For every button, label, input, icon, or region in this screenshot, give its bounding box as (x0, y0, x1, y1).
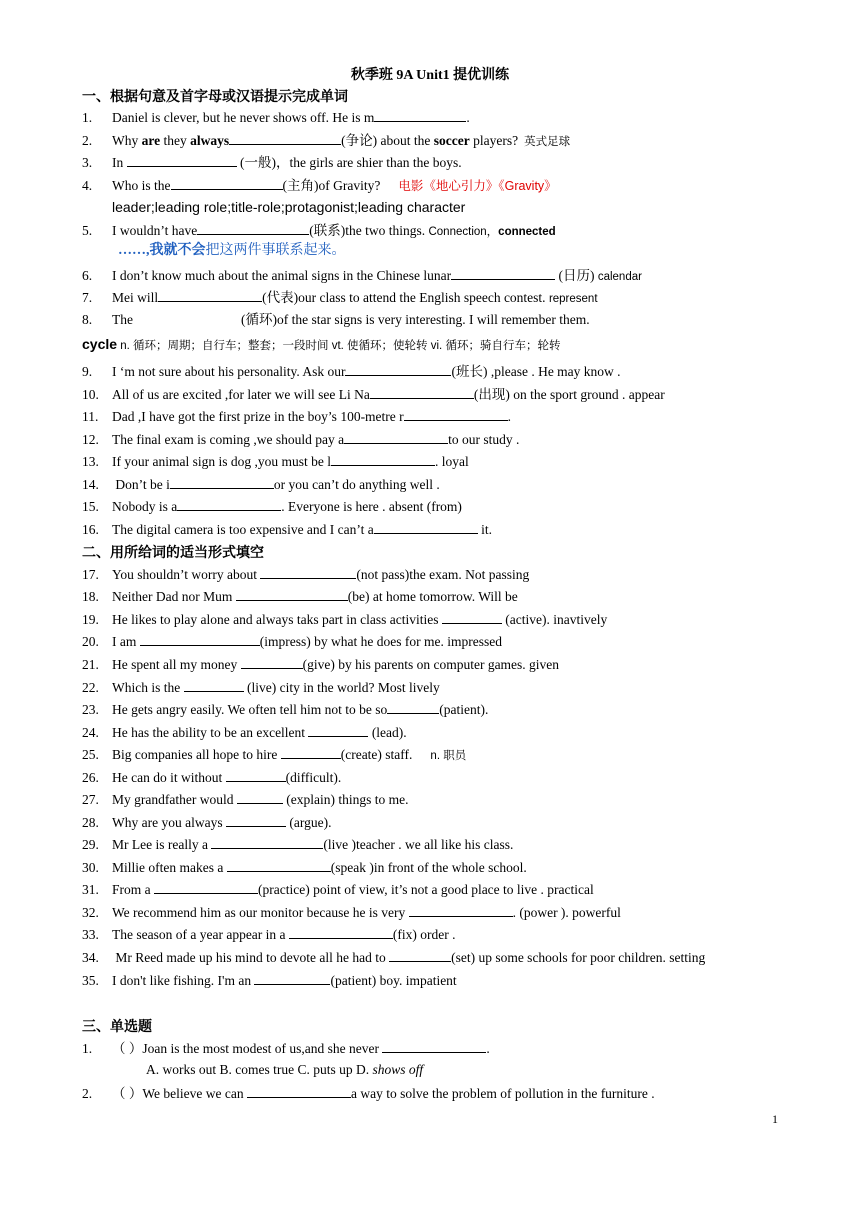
answer-blank[interactable] (184, 678, 244, 692)
section-1-heading: 一、根据句意及首字母或汉语提示完成单词 (82, 90, 348, 105)
answer-blank[interactable] (227, 858, 331, 872)
mc-question-2: 2. （ ）We believe we can a way to solve the problem of pollution in the furniture . (82, 1086, 655, 1101)
answer-blank[interactable] (374, 108, 466, 122)
question-25: 25. Big companies all hope to hire (create) staff. n. 职员 (82, 747, 467, 762)
question-11: 11. Dad ,I have got the first prize in the boy’s 100-metre r . (82, 409, 512, 424)
question-33: 33. The season of a year appear in a (fix) order . (82, 927, 456, 942)
section-3-heading: 三、单选题 (82, 1020, 152, 1035)
answer-blank[interactable] (226, 768, 286, 782)
answer-blank[interactable] (404, 407, 508, 421)
answer-blank[interactable] (409, 903, 513, 917)
question-30: 30. Millie often makes a (speak )in front of the whole school. (82, 860, 527, 875)
answer-blank[interactable] (345, 362, 451, 376)
answer-blank[interactable] (241, 655, 303, 669)
answer-blank[interactable] (281, 745, 341, 759)
question-35: 35. I don't like fishing. I'm an (patient) boy. impatient (82, 973, 457, 988)
hint-note: 电影《地心引力》《Gravity》 (398, 179, 557, 193)
question-24: 24. He has the ability to be an excellent (lead). (82, 725, 407, 740)
answer-blank[interactable] (197, 221, 309, 235)
question-32: 32. We recommend him as our monitor because he is very . (power ). powerful (82, 905, 621, 920)
answer-blank[interactable] (254, 971, 330, 985)
hint-note: 英式足球 (524, 136, 571, 148)
question-13: 13. If your animal sign is dog ,you must be l . loyal (82, 454, 469, 469)
question-23: 23. He gets angry easily. We often tell him not to be so (patient). (82, 702, 489, 717)
question-16: 16. The digital camera is too expensive and I can’t a it. (82, 522, 493, 537)
answer-blank[interactable] (289, 925, 393, 939)
answer-blank[interactable] (237, 790, 283, 804)
question-31: 31. From a (practice) point of view, it’s not a good place to live . practical (82, 882, 594, 897)
question-9: 9. I ‘m not sure about his personality. Ask our (班长) ,please . He may know . (82, 364, 621, 379)
question-17: 17. You shouldn’t worry about (not pass)the exam. Not passing (82, 567, 530, 582)
question-26: 26. He can do it without (difficult). (82, 770, 342, 785)
page-title: 秋季班 9A Unit1 提优训练 (350, 68, 510, 83)
answer-blank[interactable] (140, 632, 260, 646)
question-10: 10. All of us are excited ,for later we will see Li Na (出现) on the sport ground . appear (82, 387, 665, 402)
question-27: 27. My grandfather would (explain) things to me. (82, 792, 409, 807)
question-19: 19. He likes to play alone and always taks part in class activities (active). inavtively (82, 612, 608, 627)
question-21: 21. He spent all my money (give) by his parents on computer games. given (82, 657, 560, 672)
question-4: 4. Who is the (主角)of Gravity? 电影《地心引力》《Gravity》 (82, 178, 557, 193)
answer-blank[interactable] (374, 520, 478, 534)
question-3: 3. In (一般)，the girls are shier than the boys. (82, 155, 462, 170)
answer-blank[interactable] (247, 1084, 351, 1098)
question-7: 7. Mei will (代表)our class to attend the English speech contest. represent (82, 290, 598, 305)
answer-blank[interactable] (171, 176, 283, 190)
answer-blank[interactable] (331, 452, 435, 466)
mc-question-1: 1. （ ）Joan is the most modest of us,and she never . (82, 1041, 490, 1056)
answer-blank[interactable] (451, 266, 555, 280)
question-20: 20. I am (impress) by what he does for me. impressed (82, 634, 502, 649)
question-1: 1. Daniel is clever, but he never shows off. He is m . (82, 110, 470, 125)
answer-blank[interactable] (127, 153, 237, 167)
question-29: 29. Mr Lee is really a (live )teacher . we all like his class. (82, 837, 514, 852)
question-14: 14. Don’t be i or you can’t do anything well . (82, 477, 440, 492)
answer-blank[interactable] (308, 723, 368, 737)
section-2-heading: 二、用所给词的适当形式填空 (82, 546, 264, 561)
question-12: 12. The final exam is coming ,we should pay a to our study . (82, 432, 520, 447)
question-28: 28. Why are you always (argue). (82, 815, 332, 830)
answer-blank[interactable] (370, 385, 474, 399)
answer-blank[interactable] (211, 835, 323, 849)
answer-note-4: leader;leading role;title-role;protagonist;leading character (112, 199, 466, 215)
answer-blank[interactable] (229, 131, 341, 145)
answer-blank[interactable] (236, 587, 348, 601)
answer-blank[interactable] (154, 880, 258, 894)
answer-blank[interactable] (158, 288, 262, 302)
vocab-note-cycle: cycle n. 循环；周期；自行车；整套；一段时间 vt. 使循环；使轮转 vi. 循环；骑自行车；轮转 (82, 336, 561, 352)
answer-blank[interactable] (387, 700, 439, 714)
question-15: 15. Nobody is a . Everyone is here . absent (from) (82, 499, 462, 514)
question-8: 8. The (循环)of the star signs is very interesting. I will remember them. (82, 312, 590, 327)
answer-blank[interactable] (260, 565, 356, 579)
question-22: 22. Which is the (live) city in the world? Most lively (82, 680, 440, 695)
answer-blank[interactable] (344, 430, 448, 444)
answer-blank[interactable] (389, 948, 451, 962)
question-18: 18. Neither Dad nor Mum (be) at home tomorrow. Will be (82, 589, 518, 604)
question-2: 2. Why are they always (争论) about the soccer players? 英式足球 (82, 133, 571, 148)
answer-blank[interactable] (170, 475, 274, 489)
translation-note-5: ……,我就不会把这两件事联系起来。 (118, 243, 346, 258)
answer-blank[interactable] (442, 610, 502, 624)
answer-blank[interactable] (226, 813, 286, 827)
question-5: 5. I wouldn’t have (联系)the two things. Connection，connected (82, 223, 556, 238)
answer-blank[interactable] (177, 497, 281, 511)
question-34: 34. Mr Reed made up his mind to devote all he had to (set) up some schools for poor children. setting (82, 950, 706, 965)
question-6: 6. I don’t know much about the animal signs in the Chinese lunar (日历) calendar (82, 268, 642, 283)
answer-blank[interactable] (382, 1039, 486, 1053)
mc-options-1: A. works out B. comes true C. puts up D. shows off (146, 1062, 424, 1077)
page-number: 1 (772, 1112, 778, 1126)
